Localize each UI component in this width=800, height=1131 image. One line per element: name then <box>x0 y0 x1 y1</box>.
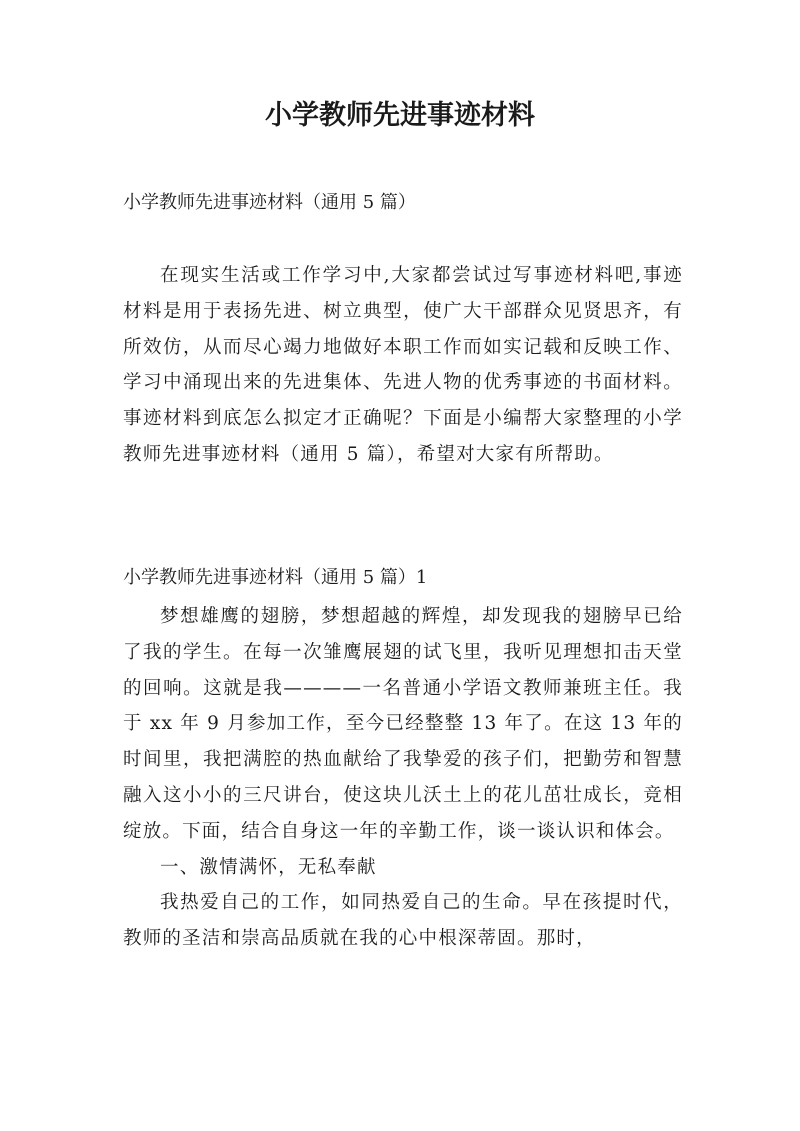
document-subtitle: 小学教师先进事迹材料（通用 5 篇） <box>123 192 416 213</box>
section-1-title: 小学教师先进事迹材料（通用 5 篇）1 <box>123 567 428 588</box>
section-1-paragraph-2: 我热爱自己的工作，如同热爱自己的生命。早在孩提时代，教师的圣洁和崇高品质就在我的心中根深蒂固。那时， <box>123 892 683 950</box>
intro-paragraph: 在现实生活或工作学习中,大家都尝试过写事迹材料吧,事迹材料是用于表扬先进、树立典型，使广大干部群众见贤思齐，有所效仿，从而尽心竭力地做好本职工作而如实记载和反映工作、学习中涌现出来的先进集体、先进人物的优秀事迹的书面材料。事迹材料到底怎么拟定才正确呢？下面是小编帮大家整理的小学教师先进事迹材料（通用 5 篇），希望对大家有所帮助。 <box>123 265 683 465</box>
intro-block <box>123 258 683 473</box>
section-1-paragraph-1: 梦想雄鹰的翅膀，梦想超越的辉煌，却发现我的翅膀早已给了我的学生。在每一次雏鹰展翅的试飞里，我听见理想扣击天堂的回响。这就是我————一名普通小学语文教师兼班主任。我于 xx 年 9 月参加工作，至今已经整整 13 年了。在这 13 年的时间里，我把满腔的热血献给了我挚爱的孩子们，把勤劳和智慧融入这小小的三尺讲台，使这块儿沃土上的花儿茁壮成长，竞相绽放。下面，结合自身这一年的辛勤工作，谈一谈认识和体会。 <box>123 606 683 842</box>
document-title: 小学教师先进事迹材料 <box>265 100 535 131</box>
section-1-body <box>123 599 683 957</box>
section-1-heading-1: 一、激情满怀，无私奉献 <box>160 856 377 878</box>
